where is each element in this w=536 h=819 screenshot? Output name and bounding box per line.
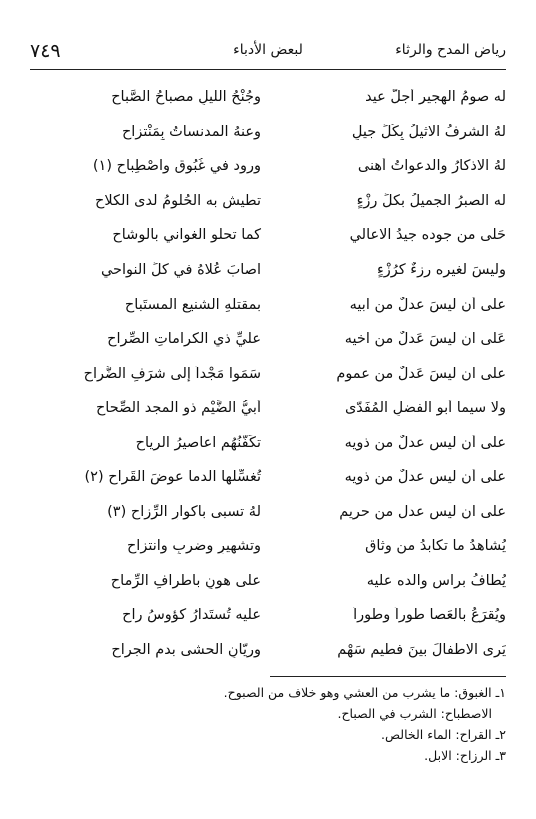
verse-second-hemistich: ورود في غُبُوقٍ واصْطِباحِ (١) bbox=[92, 158, 261, 175]
verse-first-hemistich: له الصبرُ الجميلُ بكلِّ رزْءٍ bbox=[356, 192, 506, 209]
header-rule bbox=[30, 69, 506, 70]
book-title: رياض المدح والرثاء bbox=[395, 42, 506, 58]
footnote: ٢ـ القراح: الماء الخالص. bbox=[380, 727, 506, 742]
verse-first-hemistich: على أن ليس عدلٌ من ذويه bbox=[344, 469, 506, 486]
verse-second-hemistich: وعنهُ المدنساتُ بِمَنْتزاحٍ bbox=[121, 123, 261, 140]
verse-line bbox=[28, 287, 506, 322]
verse-line bbox=[28, 633, 506, 668]
page-number: ٧٤٩ bbox=[30, 40, 61, 62]
verse-line bbox=[28, 80, 506, 115]
verse-line bbox=[28, 425, 506, 460]
verse-line bbox=[28, 253, 506, 288]
verse-line bbox=[28, 460, 506, 495]
footnote: ١ـ الغبوق: ما يشرب من العشي وهو خلاف من الصبوح. bbox=[223, 685, 506, 700]
verse-first-hemistich: على ان ليسَ عَدلٌ من عمومٍ bbox=[336, 365, 506, 382]
verse-second-hemistich: عليه تُستَدارُ كؤوسُ راحِ bbox=[122, 607, 261, 624]
verse-first-hemistich: وليسَ لغيره رزءٌ كرُزْءٍ bbox=[376, 262, 506, 278]
verse-first-hemistich: عَلى ان ليسَ عَدلٌ من اخيه bbox=[344, 331, 506, 348]
verse-second-hemistich: سَمَوا مَجْداً إلى شرَفِ الضُّراحِ bbox=[83, 365, 261, 382]
verse-line bbox=[28, 564, 506, 599]
verse-line bbox=[28, 391, 506, 426]
verse-first-hemistich: ويُقرَعُ بالعَصا طوراً وطوراً bbox=[353, 607, 506, 624]
verse-second-hemistich: أبيُّ الضَّيْمِ ذو المجد الصِّحاحِ bbox=[95, 400, 261, 417]
verse-second-hemistich: عليِّ ذي الكراماتِ الصِّراحِ bbox=[107, 331, 261, 348]
verse-second-hemistich: تكَفّنُهُم اعاصيرُ الرياحِ bbox=[135, 434, 261, 451]
page-header bbox=[30, 40, 506, 66]
verse-second-hemistich: اصابَ عُلاهُ في كلِّ النواحي bbox=[100, 262, 261, 278]
verse-line bbox=[28, 218, 506, 253]
verse-line bbox=[28, 149, 506, 184]
verse-line bbox=[28, 598, 506, 633]
verse-line bbox=[28, 322, 506, 357]
section-title: لبعض الأدباء bbox=[233, 42, 303, 58]
verse-first-hemistich: يُطافُ براسِ والده عليه bbox=[366, 572, 506, 589]
verse-second-hemistich: لهُ تسبى باكوارِ الرِّزاحِ (٣) bbox=[107, 503, 261, 520]
poem-body bbox=[28, 80, 506, 667]
verse-second-hemistich: بمقتلهِ الشنيعِ المستَباحِ bbox=[124, 296, 261, 313]
verse-first-hemistich: ولا سيما أبو الفضلِ المُفَدّى bbox=[344, 400, 506, 417]
verse-second-hemistich: على هونٍ باطرافِ الرِّماحِ bbox=[110, 572, 261, 589]
verse-line bbox=[28, 356, 506, 391]
verse-second-hemistich: تطيش به الحُلومُ لدى الكلاحِ bbox=[95, 192, 261, 209]
verse-second-hemistich: وريّانِ الحشى بدمِ الجراحِ bbox=[111, 642, 261, 659]
verse-first-hemistich: لهُ الشرفُ الاثيلُ بِكُلِّ جيلٍ bbox=[351, 123, 506, 140]
verse-first-hemistich: لهُ الاذكارُ والدعواتُ أهنى bbox=[357, 158, 506, 175]
verse-line bbox=[28, 115, 506, 150]
verse-line bbox=[28, 529, 506, 564]
verse-second-hemistich: وجُنْحُ الليلِ مصباحُ الصَّباح bbox=[111, 89, 261, 106]
verse-second-hemistich: تُغسِّلها الدما عوضَ القَراحِ (٢) bbox=[84, 469, 261, 486]
verse-line bbox=[28, 184, 506, 219]
footnote: ٣ـ الرزاح: الابل. bbox=[424, 748, 506, 763]
footnote: الاصطباح: الشرب في الصباح. bbox=[337, 706, 492, 721]
verse-second-hemistich: وتشهيرٍ وضربٍ وانتزاحِ bbox=[126, 538, 261, 555]
verse-line bbox=[28, 495, 506, 530]
verse-first-hemistich: يَرى الاطفالَ بينَ فطيمِ سَهْمٍ bbox=[337, 642, 506, 659]
footnote-rule bbox=[270, 676, 506, 677]
verse-second-hemistich: كما تحلو الغواني بالوشاحِ bbox=[112, 227, 261, 244]
footnotes bbox=[30, 682, 506, 766]
verse-first-hemistich: حَلى من جوده جيدُ الاعالي bbox=[349, 227, 506, 244]
verse-first-hemistich: يُشاهدُ ما تكابدُ من وثاقٍ bbox=[365, 538, 506, 555]
verse-first-hemistich: على أن ليس عدلٌ من ذويه bbox=[344, 434, 506, 451]
verse-first-hemistich: على أن ليسَ عدلٌ من ابيه bbox=[349, 296, 506, 313]
verse-first-hemistich: على ان ليس عدل من حريم bbox=[339, 503, 506, 520]
verse-first-hemistich: له صومُ الهجير أجلُّ عيد bbox=[365, 89, 506, 106]
